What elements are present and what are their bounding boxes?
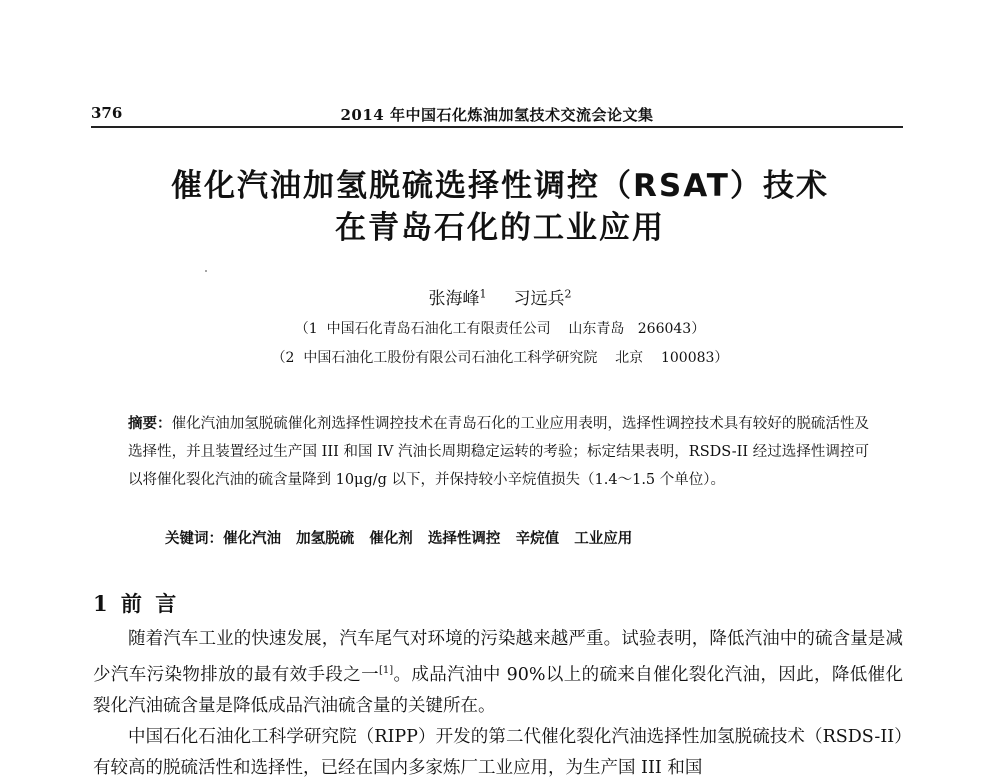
page-number: 376 — [91, 104, 123, 122]
author-list — [100, 284, 900, 309]
affiliation-1: （1 中国石化青岛石油化工有限责任公司 山东青岛 266043） — [294, 321, 706, 337]
body-text — [93, 624, 903, 784]
running-header — [91, 104, 903, 128]
keywords-text: 催化汽油 加氢脱硫 催化剂 选择性调控 辛烷值 工业应用 — [223, 531, 633, 547]
paper-title-line-1: 催化汽油加氢脱硫选择性调控（RSAT）技术 — [171, 168, 829, 204]
citation-ref: [1] — [378, 665, 394, 676]
keywords — [165, 527, 865, 548]
running-title: 2014 年中国石化炼油加氢技术交流会论文集 — [340, 106, 654, 124]
paragraph: 中国石化石油化工科学研究院（RIPP）开发的第二代催化裂化汽油选择性加氢脱硫技术（RSDS-II）有较高的脱硫活性和选择性，已经在国内多家炼厂工业应用，为生产国 III 和国 — [93, 726, 903, 778]
author-2: 习远兵 — [513, 289, 565, 309]
paper-title-line-2: 在青岛石化的工业应用 — [335, 210, 665, 246]
paragraph-text: 。成品汽油中 90%以上的硫来自催化裂化汽油，因此，降低催化裂化汽油硫含量是降低成品汽油硫含量的关键所在。 — [93, 664, 903, 716]
abstract-text: 催化汽油加氢脱硫催化剂选择性调控技术在青岛石化的工业应用表明，选择性调控技术具有较好的脱硫活性及选择性，并且装置经过生产国 III 和国 IV 汽油长周期稳定运转的考验；标定结果表明，RSDS-II 经过选择性调控可以将催化裂化汽油的硫含量降到 10μg/g 以下，并保持较小辛烷值损失（1.4～1.5 个单位）。 — [128, 416, 869, 488]
scan-speck — [205, 270, 207, 272]
author-1-affiliation-mark: 1 — [479, 287, 487, 301]
keywords-label: 关键词： — [165, 531, 223, 547]
section-heading: 1 前 言 — [93, 591, 180, 616]
abstract — [128, 410, 869, 494]
author-2-affiliation-mark: 2 — [564, 287, 572, 301]
author-1: 张海峰 — [428, 289, 480, 309]
paragraph-text: 随着汽车工业的快速发展，汽车尾气对环境的污染越来越严重。试验表明，降低汽油中的硫含量是减少汽车污染物排放的最有效手段之一 — [93, 629, 903, 685]
paragraph — [93, 624, 903, 722]
affiliation-2: （2 中国石油化工股份有限公司石油化工科学研究院 北京 100083） — [271, 350, 729, 366]
abstract-label: 摘要： — [128, 416, 172, 432]
